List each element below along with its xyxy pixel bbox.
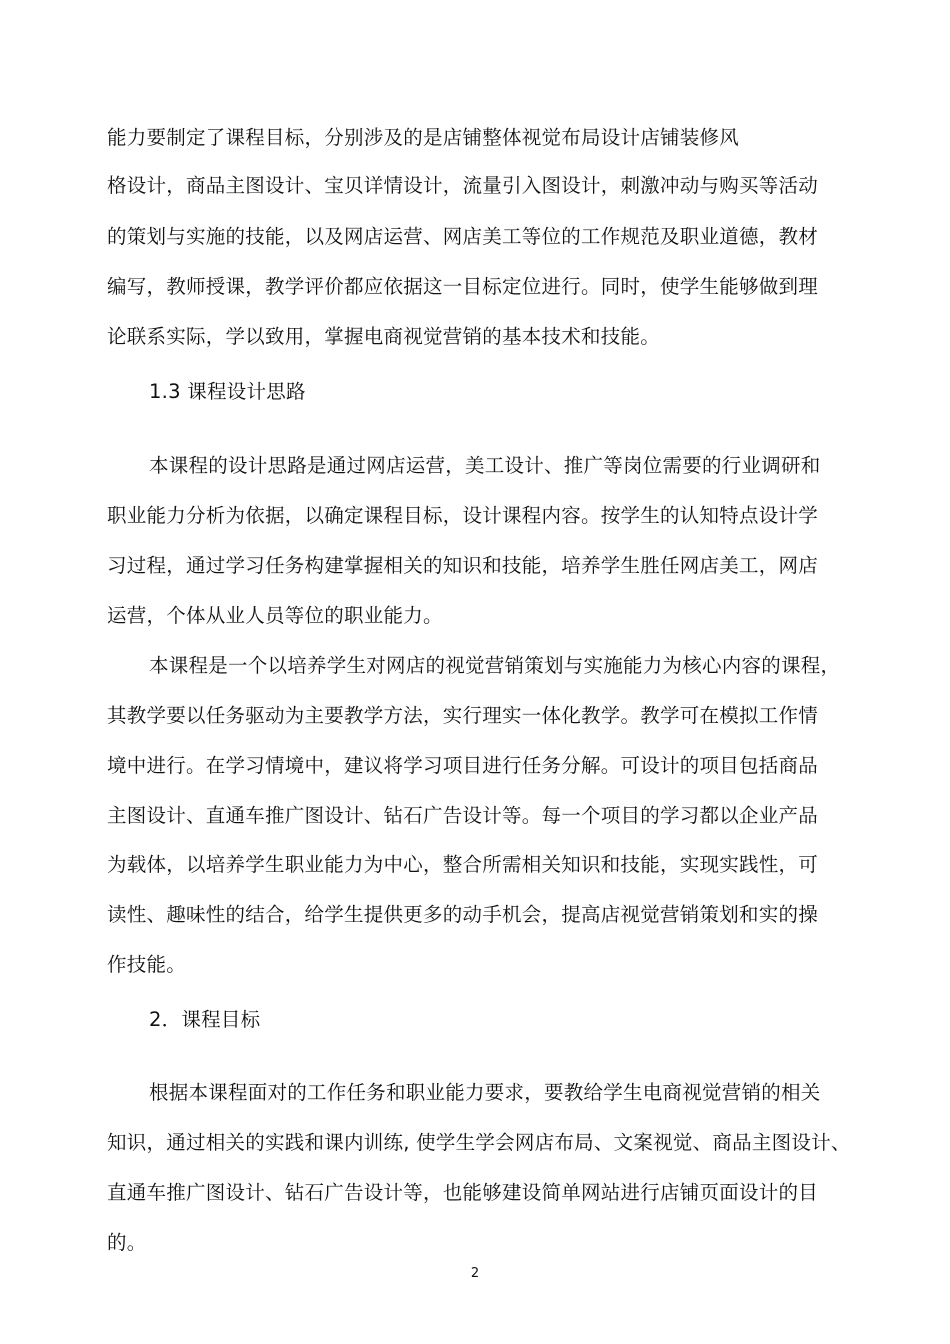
section-heading: 1.3 课程设计思路: [149, 380, 306, 403]
paragraph-line: 根据本课程面对的工作任务和职业能力要求，要教给学生电商视觉营销的相关: [149, 1081, 821, 1104]
paragraph-line: 编写，教师授课，教学评价都应依据这一目标定位进行。同时，使学生能够做到理: [107, 275, 819, 298]
paragraph-line: 能力要制定了课程目标，分别涉及的是店铺整体视觉布局设计店铺装修风: [107, 126, 740, 149]
paragraph-line: 读性、趣味性的结合，给学生提供更多的动手机会，提高店视觉营销策划和实的操: [107, 903, 819, 926]
paragraph-line: 本课程是一个以培养学生对网店的视觉营销策划与实施能力为核心内容的课程，: [149, 654, 841, 677]
paragraph-line: 为载体，以培养学生职业能力为中心，整合所需相关知识和技能，实现实践性，可: [107, 853, 819, 876]
paragraph-line: 职业能力分析为依据，以确定课程目标，设计课程内容。按学生的认知特点设计学: [107, 504, 819, 527]
paragraph-line: 主图设计、直通车推广图设计、钻石广告设计等。每一个项目的学习都以企业产品: [107, 804, 819, 827]
paragraph-line: 本课程的设计思路是通过网店运营，美工设计、推广等岗位需要的行业调研和: [149, 454, 821, 477]
paragraph-line: 作技能。: [107, 953, 187, 976]
section-heading: 2．课程目标: [149, 1008, 261, 1031]
paragraph-line: 运营，个体从业人员等位的职业能力。: [107, 604, 443, 627]
page-number: 2: [470, 1266, 480, 1281]
paragraph-line: 的策划与实施的技能，以及网店运营、网店美工等位的工作规范及职业道德，教材: [107, 225, 819, 248]
paragraph-line: 论联系实际，学以致用，掌握电商视觉营销的基本技术和技能。: [107, 325, 661, 348]
paragraph-line: 直通车推广图设计、钻石广告设计等，也能够建设简单网站进行店铺页面设计的目: [107, 1181, 819, 1204]
paragraph-line: 其教学要以任务驱动为主要教学方法，实行理实一体化教学。教学可在模拟工作情: [107, 704, 819, 727]
paragraph-line: 的。: [107, 1231, 147, 1254]
paragraph-line: 习过程，通过学习任务构建掌握相关的知识和技能，培养学生胜任网店美工，网店: [107, 554, 819, 577]
paragraph-line: 格设计，商品主图设计、宝贝详情设计，流量引入图设计，刺激冲动与购买等活动: [107, 174, 819, 197]
paragraph-line: 境中进行。在学习情境中，建议将学习项目进行任务分解。可设计的项目包括商品: [107, 754, 819, 777]
paragraph-line: 知识，通过相关的实践和课内训练, 使学生学会网店布局、文案视觉、商品主图设计、: [107, 1131, 851, 1154]
